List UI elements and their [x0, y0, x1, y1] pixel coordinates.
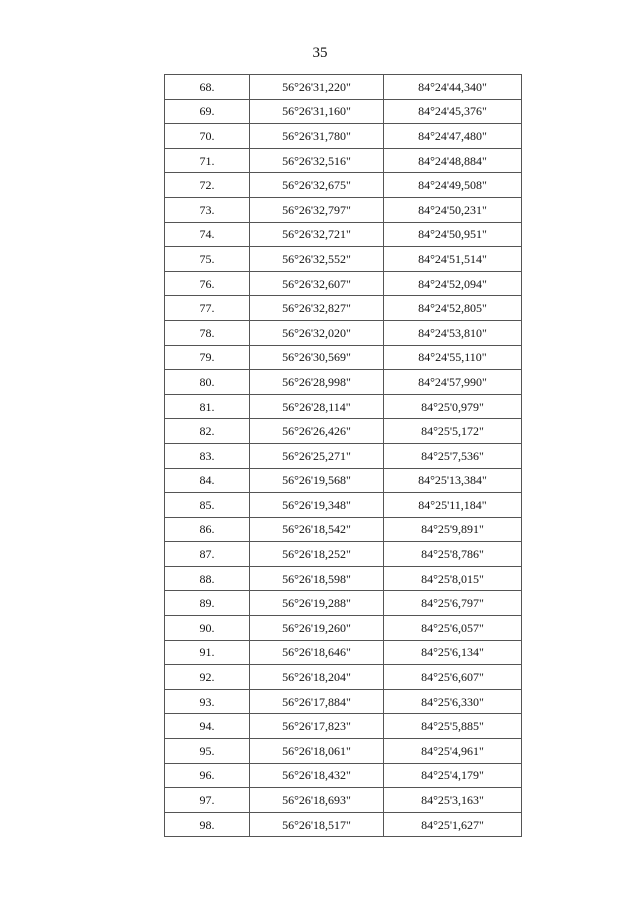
latitude-cell: 56°26'18,517"	[250, 812, 384, 837]
table-row	[165, 616, 522, 641]
longitude-cell: 84°25'5,172"	[384, 419, 522, 444]
longitude-cell: 84°25'8,015"	[384, 566, 522, 591]
coordinates-table-body	[165, 75, 522, 837]
longitude-cell: 84°25'1,627"	[384, 812, 522, 837]
coordinates-table	[164, 74, 522, 837]
point-number-cell: 85.	[165, 493, 250, 518]
longitude-cell: 84°25'4,961"	[384, 739, 522, 764]
latitude-cell: 56°26'19,288"	[250, 591, 384, 616]
latitude-cell: 56°26'28,998"	[250, 370, 384, 395]
table-row	[165, 345, 522, 370]
table-row	[165, 665, 522, 690]
latitude-cell: 56°26'32,675"	[250, 173, 384, 198]
longitude-cell: 84°25'6,134"	[384, 640, 522, 665]
latitude-cell: 56°26'32,516"	[250, 148, 384, 173]
longitude-cell: 84°25'6,330"	[384, 689, 522, 714]
table-row	[165, 689, 522, 714]
page-number: 35	[312, 45, 328, 61]
latitude-cell: 56°26'18,646"	[250, 640, 384, 665]
point-number-cell: 91.	[165, 640, 250, 665]
longitude-cell: 84°25'5,885"	[384, 714, 522, 739]
point-number-cell: 76.	[165, 271, 250, 296]
longitude-cell: 84°25'4,179"	[384, 763, 522, 788]
point-number-cell: 84.	[165, 468, 250, 493]
table-row	[165, 812, 522, 837]
point-number-cell: 72.	[165, 173, 250, 198]
longitude-cell: 84°24'51,514"	[384, 247, 522, 272]
latitude-cell: 56°26'17,884"	[250, 689, 384, 714]
latitude-cell: 56°26'18,061"	[250, 739, 384, 764]
latitude-cell: 56°26'32,552"	[250, 247, 384, 272]
point-number-cell: 73.	[165, 197, 250, 222]
point-number-cell: 77.	[165, 296, 250, 321]
latitude-cell: 56°26'18,693"	[250, 788, 384, 813]
latitude-cell: 56°26'32,721"	[250, 222, 384, 247]
table-row	[165, 173, 522, 198]
table-row	[165, 763, 522, 788]
longitude-cell: 84°24'53,810"	[384, 320, 522, 345]
point-number-cell: 96.	[165, 763, 250, 788]
latitude-cell: 56°26'31,780"	[250, 124, 384, 149]
point-number-cell: 70.	[165, 124, 250, 149]
table-row	[165, 493, 522, 518]
table-row	[165, 320, 522, 345]
table-row	[165, 271, 522, 296]
longitude-cell: 84°25'13,384"	[384, 468, 522, 493]
point-number-cell: 90.	[165, 616, 250, 641]
point-number-cell: 82.	[165, 419, 250, 444]
latitude-cell: 56°26'19,348"	[250, 493, 384, 518]
table-row	[165, 591, 522, 616]
table-row	[165, 394, 522, 419]
longitude-cell: 84°24'49,508"	[384, 173, 522, 198]
table-row	[165, 419, 522, 444]
point-number-cell: 86.	[165, 517, 250, 542]
table-row	[165, 788, 522, 813]
longitude-cell: 84°24'44,340"	[384, 75, 522, 100]
table-row	[165, 99, 522, 124]
table-row	[165, 296, 522, 321]
table-row	[165, 640, 522, 665]
point-number-cell: 68.	[165, 75, 250, 100]
latitude-cell: 56°26'19,260"	[250, 616, 384, 641]
longitude-cell: 84°24'45,376"	[384, 99, 522, 124]
table-row	[165, 197, 522, 222]
point-number-cell: 89.	[165, 591, 250, 616]
table-row	[165, 542, 522, 567]
latitude-cell: 56°26'31,160"	[250, 99, 384, 124]
longitude-cell: 84°24'48,884"	[384, 148, 522, 173]
table-row	[165, 566, 522, 591]
longitude-cell: 84°25'8,786"	[384, 542, 522, 567]
table-row	[165, 370, 522, 395]
point-number-cell: 93.	[165, 689, 250, 714]
latitude-cell: 56°26'18,598"	[250, 566, 384, 591]
longitude-cell: 84°25'6,797"	[384, 591, 522, 616]
point-number-cell: 95.	[165, 739, 250, 764]
point-number-cell: 92.	[165, 665, 250, 690]
longitude-cell: 84°25'9,891"	[384, 517, 522, 542]
longitude-cell: 84°25'0,979"	[384, 394, 522, 419]
point-number-cell: 80.	[165, 370, 250, 395]
latitude-cell: 56°26'19,568"	[250, 468, 384, 493]
latitude-cell: 56°26'18,252"	[250, 542, 384, 567]
longitude-cell: 84°24'50,231"	[384, 197, 522, 222]
latitude-cell: 56°26'26,426"	[250, 419, 384, 444]
longitude-cell: 84°24'50,951"	[384, 222, 522, 247]
latitude-cell: 56°26'30,569"	[250, 345, 384, 370]
point-number-cell: 69.	[165, 99, 250, 124]
latitude-cell: 56°26'18,432"	[250, 763, 384, 788]
point-number-cell: 75.	[165, 247, 250, 272]
longitude-cell: 84°24'57,990"	[384, 370, 522, 395]
latitude-cell: 56°26'28,114"	[250, 394, 384, 419]
table-row	[165, 75, 522, 100]
longitude-cell: 84°25'7,536"	[384, 443, 522, 468]
latitude-cell: 56°26'32,607"	[250, 271, 384, 296]
point-number-cell: 78.	[165, 320, 250, 345]
point-number-cell: 97.	[165, 788, 250, 813]
latitude-cell: 56°26'25,271"	[250, 443, 384, 468]
latitude-cell: 56°26'32,020"	[250, 320, 384, 345]
longitude-cell: 84°25'11,184"	[384, 493, 522, 518]
table-row	[165, 247, 522, 272]
table-row	[165, 148, 522, 173]
latitude-cell: 56°26'31,220"	[250, 75, 384, 100]
table-row	[165, 739, 522, 764]
table-row	[165, 222, 522, 247]
point-number-cell: 74.	[165, 222, 250, 247]
longitude-cell: 84°24'52,805"	[384, 296, 522, 321]
longitude-cell: 84°24'55,110"	[384, 345, 522, 370]
point-number-cell: 83.	[165, 443, 250, 468]
longitude-cell: 84°25'6,057"	[384, 616, 522, 641]
latitude-cell: 56°26'18,542"	[250, 517, 384, 542]
latitude-cell: 56°26'32,797"	[250, 197, 384, 222]
latitude-cell: 56°26'18,204"	[250, 665, 384, 690]
longitude-cell: 84°25'6,607"	[384, 665, 522, 690]
latitude-cell: 56°26'17,823"	[250, 714, 384, 739]
longitude-cell: 84°24'47,480"	[384, 124, 522, 149]
point-number-cell: 87.	[165, 542, 250, 567]
point-number-cell: 94.	[165, 714, 250, 739]
point-number-cell: 81.	[165, 394, 250, 419]
table-row	[165, 124, 522, 149]
table-row	[165, 714, 522, 739]
table-row	[165, 443, 522, 468]
longitude-cell: 84°25'3,163"	[384, 788, 522, 813]
table-row	[165, 517, 522, 542]
point-number-cell: 88.	[165, 566, 250, 591]
latitude-cell: 56°26'32,827"	[250, 296, 384, 321]
table-row	[165, 468, 522, 493]
point-number-cell: 79.	[165, 345, 250, 370]
longitude-cell: 84°24'52,094"	[384, 271, 522, 296]
point-number-cell: 71.	[165, 148, 250, 173]
point-number-cell: 98.	[165, 812, 250, 837]
